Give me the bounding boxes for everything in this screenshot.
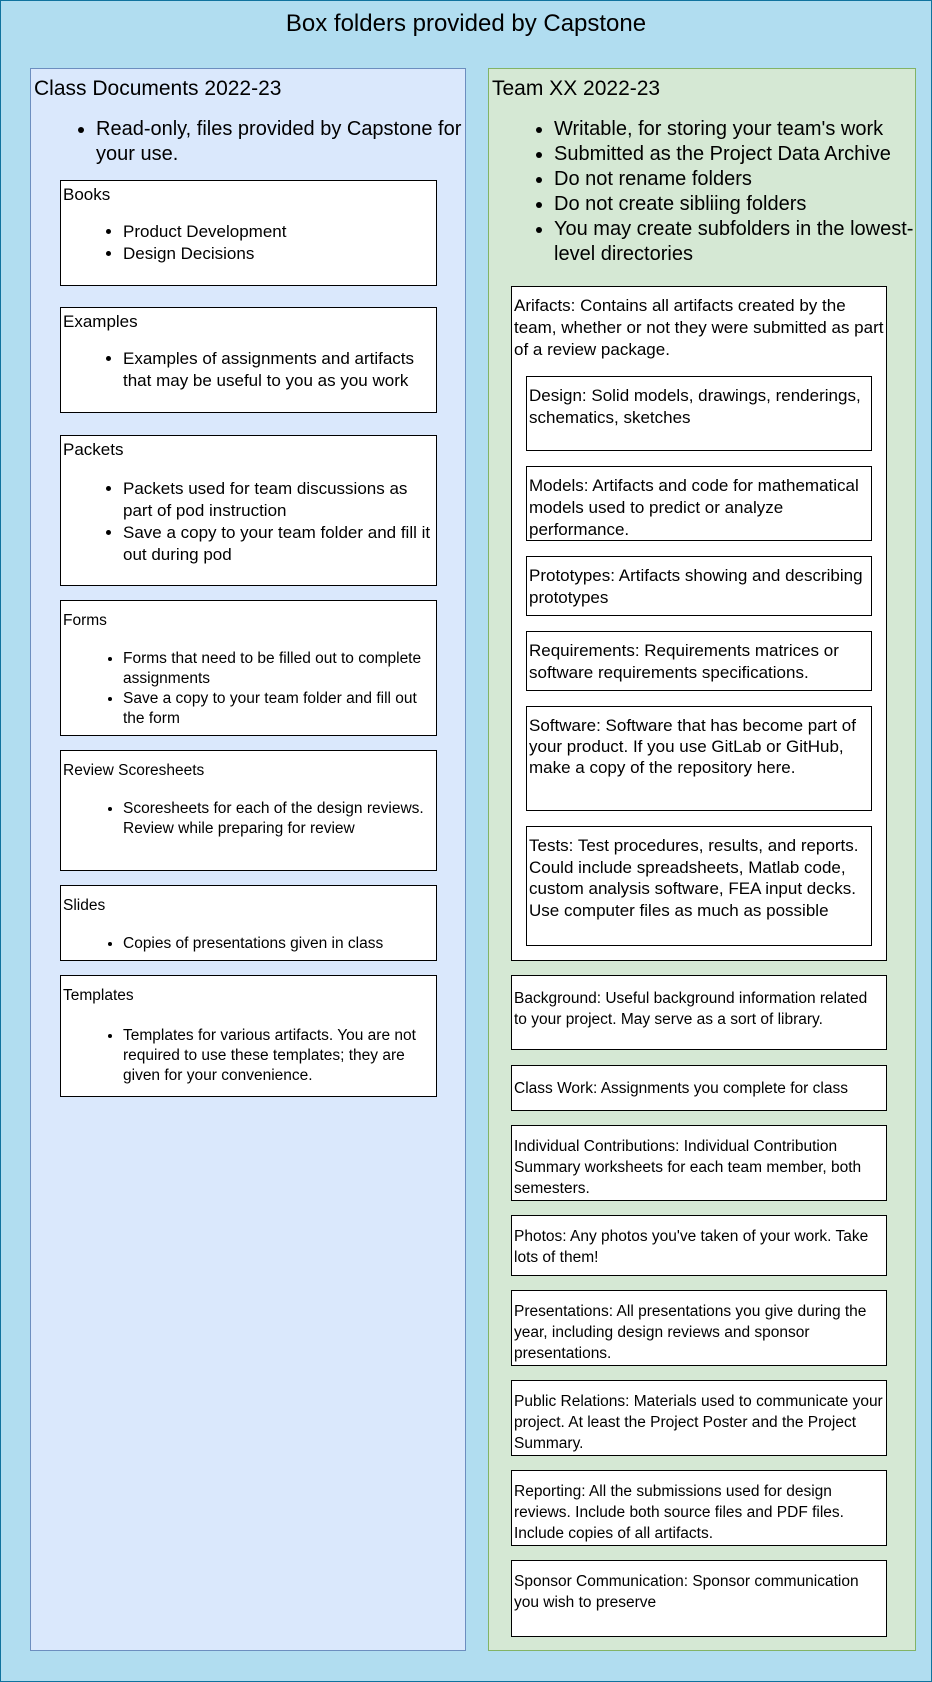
- background-folder-text: Background: Useful background information related to your project. May serve as a sort of library.: [514, 990, 868, 1028]
- team-folder-note: • Submitted as the Project Data Archive: [554, 142, 932, 167]
- examples-folder-items: [61, 348, 436, 392]
- review-scoresheets-folder-title: Review Scoresheets: [63, 762, 205, 779]
- team-folder-notes: [526, 117, 932, 267]
- presentations-folder-text: Presentations: All presentations you give during the year, including design reviews and sponsor presentations.: [514, 1303, 867, 1362]
- forms-item: • Forms that need to be filled out to complete assignments: [123, 649, 434, 689]
- prototypes-subfolder: [526, 556, 872, 616]
- tests-subfolder: [526, 826, 872, 946]
- class-documents-notes: [68, 117, 466, 167]
- design-subfolder-text: Design: Solid models, drawings, renderings, schematics, sketches: [529, 386, 861, 427]
- prototypes-subfolder-text: Prototypes: Artifacts showing and describing prototypes: [529, 566, 863, 607]
- examples-folder: [60, 307, 437, 413]
- forms-folder-title: Forms: [63, 612, 107, 629]
- examples-folder-title: Examples: [63, 312, 138, 331]
- examples-item: • Examples of assignments and artifacts that may be useful to you as you work: [123, 348, 434, 392]
- slides-folder-title: Slides: [63, 897, 106, 914]
- templates-folder: [60, 975, 437, 1097]
- team-folder-note: • Do not rename folders: [554, 167, 932, 192]
- diagram-title: Box folders provided by Capstone: [285, 10, 647, 37]
- reporting-folder: [511, 1470, 887, 1546]
- requirements-subfolder-text: Requirements: Requirements matrices or software requirements specifications.: [529, 641, 839, 682]
- books-folder-items: [61, 221, 436, 265]
- sponsor-communication-folder-text: Sponsor Communication: Sponsor communication you wish to preserve: [514, 1573, 859, 1611]
- slides-item: • Copies of presentations given in class: [123, 934, 434, 954]
- templates-folder-title: Templates: [63, 987, 134, 1004]
- team-folder-heading: Team XX 2022-23: [492, 77, 661, 100]
- class-work-folder: [511, 1065, 887, 1111]
- background-folder: [511, 975, 887, 1050]
- models-subfolder: [526, 466, 872, 541]
- team-folder-note: • Do not create sibliing folders: [554, 192, 932, 217]
- forms-folder: [60, 600, 437, 736]
- books-item: • Design Decisions: [123, 243, 434, 265]
- packets-item: • Save a copy to your team folder and fill it out during pod: [123, 522, 434, 566]
- presentations-folder: [511, 1290, 887, 1366]
- software-subfolder-text: Software: Software that has become part of your product. If you use GitLab or GitHub, make a copy of the repository here.: [529, 716, 856, 777]
- requirements-subfolder: [526, 631, 872, 691]
- team-folder-note: • Writable, for storing your team's work: [554, 117, 932, 142]
- packets-folder-items: [61, 478, 436, 566]
- review-scoresheets-folder-items: [61, 799, 436, 839]
- templates-item: • Templates for various artifacts. You are not required to use these templates; they are given for your convenience.: [123, 1026, 434, 1086]
- artifacts-folder-text: Arifacts: Contains all artifacts created by the team, whether or not they were submitted as part of a review package.: [514, 296, 884, 359]
- slides-folder-items: [61, 934, 436, 954]
- tests-subfolder-text: Tests: Test procedures, results, and reports. Could include spreadsheets, Matlab code, custom analysis software, FEA input decks. Use computer files as much as possible: [529, 836, 859, 920]
- books-item: • Product Development: [123, 221, 434, 243]
- packets-folder: [60, 435, 437, 586]
- class-documents-note: • Read-only, files provided by Capstone for your use.: [96, 117, 466, 167]
- review-scoresheets-folder: [60, 750, 437, 871]
- models-subfolder-text: Models: Artifacts and code for mathematical models used to predict or analyze performance.: [529, 476, 859, 539]
- public-relations-folder: [511, 1380, 887, 1456]
- packets-folder-title: Packets: [63, 440, 124, 459]
- public-relations-folder-text: Public Relations: Materials used to communicate your project. At least the Project Poster and the Project Summary.: [514, 1393, 883, 1452]
- books-folder-title: Books: [63, 185, 111, 204]
- team-folder-note: • You may create subfolders in the lowest-level directories: [554, 217, 932, 267]
- forms-folder-items: [61, 649, 436, 729]
- design-subfolder: [526, 376, 872, 451]
- individual-contributions-folder: [511, 1125, 887, 1201]
- reporting-folder-text: Reporting: All the submissions used for design reviews. Include both source files and PDF files. Include copies of all artifacts.: [514, 1483, 844, 1542]
- photos-folder: [511, 1215, 887, 1276]
- software-subfolder: [526, 706, 872, 811]
- individual-contributions-folder-text: Individual Contributions: Individual Contribution Summary worksheets for each team member, both semesters.: [514, 1138, 862, 1197]
- photos-folder-text: Photos: Any photos you've taken of your work. Take lots of them!: [514, 1228, 869, 1266]
- class-work-folder-text: Class Work: Assignments you complete for class: [514, 1080, 848, 1097]
- forms-item: • Save a copy to your team folder and fill out the form: [123, 689, 434, 729]
- templates-folder-items: [61, 1026, 436, 1086]
- books-folder: [60, 180, 437, 286]
- slides-folder: [60, 885, 437, 961]
- sponsor-communication-folder: [511, 1560, 887, 1637]
- review-scoresheets-item: • Scoresheets for each of the design reviews. Review while preparing for review: [123, 799, 434, 839]
- class-documents-heading: Class Documents 2022-23: [34, 77, 282, 100]
- packets-item: • Packets used for team discussions as part of pod instruction: [123, 478, 434, 522]
